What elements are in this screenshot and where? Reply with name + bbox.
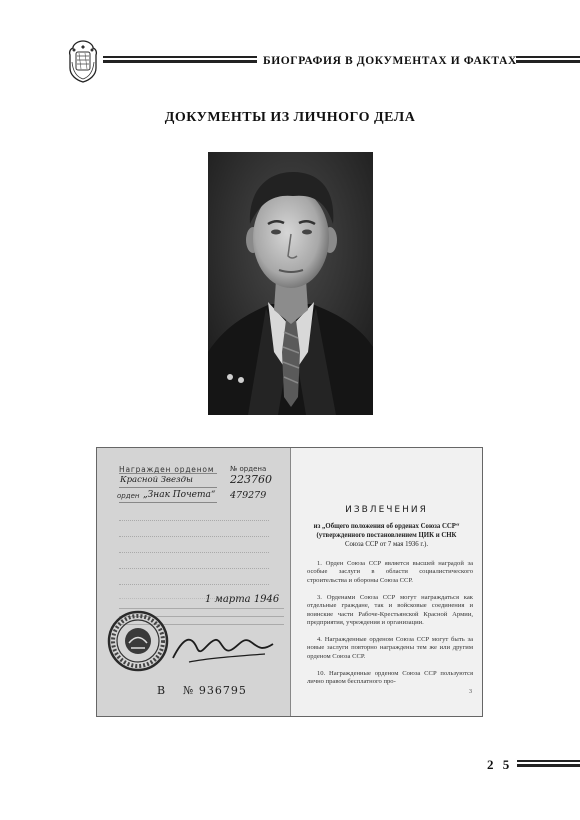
order-1-number: 223760 xyxy=(230,473,272,486)
booklet-series: В xyxy=(157,684,166,697)
booklet-number: № 936795 xyxy=(183,684,247,697)
extract-paragraph: 1. Орден Союза ССР является высшей наградой за особые заслуги в области социалистического строительства и обороны Союза ССР. xyxy=(307,560,473,584)
form-line xyxy=(119,487,217,488)
order-2-number: 479279 xyxy=(230,490,267,501)
page-number: 2 5 xyxy=(487,757,513,772)
form-line xyxy=(119,473,217,474)
portrait-photo xyxy=(208,152,373,415)
footer-rule xyxy=(517,760,580,767)
page-marker: 3 xyxy=(469,689,472,695)
subheading-line: (утвержденного постановлением ЦИК и СНК xyxy=(316,532,457,539)
extracts-heading: ИЗВЛЕЧЕНИЯ xyxy=(345,505,428,515)
awarded-label: Награжден орденом xyxy=(119,465,215,474)
handwritten-signature xyxy=(169,628,279,672)
extract-paragraph: 4. Награжденные орденом Союза ССР могут быть за новые заслуги повторно награждены тем же или другим орденом Союза ССР. xyxy=(307,636,473,660)
header-rule-right xyxy=(516,56,580,63)
extract-paragraph: 3. Орденами Союза ССР могут награждаться как отдельные граждане, так и войсковые соединения и воинские части Рабоче-Крестьянской Красной Армии, предприятия, учреждения и организации. xyxy=(307,594,473,627)
booklet-left-page xyxy=(97,448,291,716)
subheading-line: Союза ССР от 7 мая 1936 г.). xyxy=(344,541,429,548)
section-title: БИОГРАФИЯ В ДОКУМЕНТАХ И ФАКТАХ xyxy=(263,55,517,67)
order-2-name: „Знак Почета“ xyxy=(143,490,216,500)
form-line xyxy=(119,502,217,503)
booklet-right-page xyxy=(291,448,482,716)
order-number-label: № ордена xyxy=(230,465,267,473)
order-2-prefix: орден xyxy=(117,492,140,500)
award-booklet xyxy=(96,447,483,717)
stamp-date: 1 марта 1946 xyxy=(205,594,280,605)
order-1-name: Красной Звезды xyxy=(120,475,193,485)
page-heading: ДОКУМЕНТЫ ИЗ ЛИЧНОГО ДЕЛА xyxy=(164,110,416,125)
extract-paragraph: 10. Награжденные орденом Союза ССР пользуются лично правом бесплатного про- xyxy=(307,670,473,686)
state-seal-stamp-icon xyxy=(107,610,169,676)
subheading-line: из „Общего положения об орденах Союза ССР“ xyxy=(313,523,460,530)
coat-of-arms-icon xyxy=(66,38,100,84)
header-rule-left xyxy=(103,56,257,63)
